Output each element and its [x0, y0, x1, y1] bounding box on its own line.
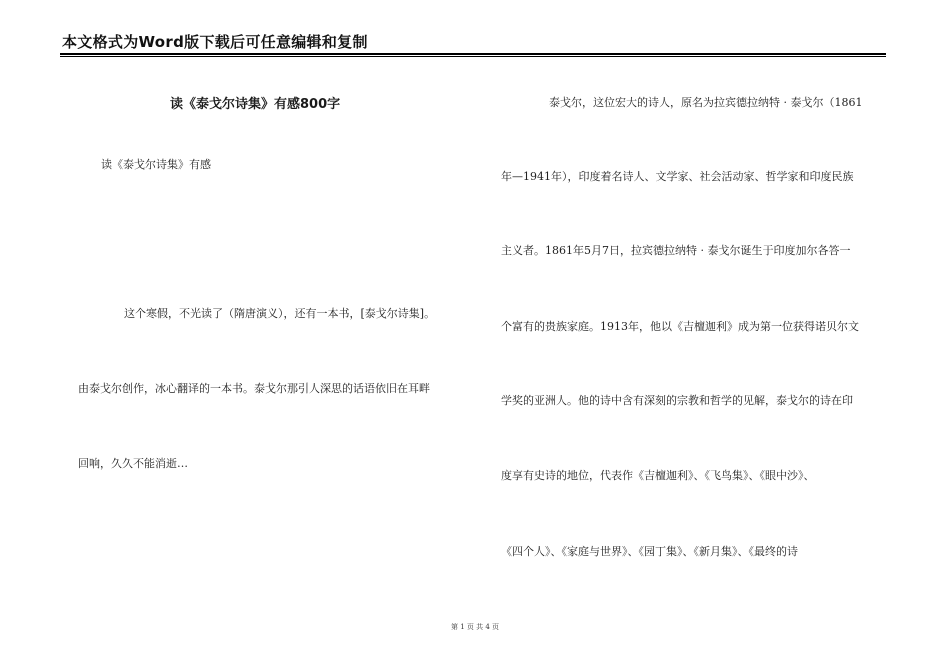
page-number: 第 1 页 共 4 页 — [450, 623, 500, 631]
paragraph-line: 泰戈尔，这位宏大的诗人，原名为拉宾德拉纳特 · 泰戈尔（1861 — [549, 96, 863, 109]
paragraph-line: 学奖的亚洲人。他的诗中含有深刻的宗教和哲学的见解，泰戈尔的诗在印 — [501, 394, 853, 407]
header-divider — [60, 53, 886, 55]
document-title: 读《泰戈尔诗集》有感800字 — [170, 97, 341, 112]
paragraph-line: 主义者。1861年5月7日，拉宾德拉纳特 · 泰戈尔诞生于印度加尔各答一 — [501, 244, 851, 257]
paragraph-line: 回响，久久不能消逝… — [78, 457, 188, 470]
paragraph-line: 由泰戈尔创作，冰心翻译的一本书。泰戈尔那引人深思的话语依旧在耳畔 — [78, 382, 430, 395]
paragraph-line: 度享有史诗的地位，代表作《吉檀迦利》、《飞鸟集》、《眼中沙》、 — [501, 469, 815, 482]
paragraph-line: 这个寒假，不光读了（隋唐演义），还有一本书，[泰戈尔诗集]。 — [124, 307, 436, 320]
paragraph-line: 读《泰戈尔诗集》有感 — [101, 158, 211, 171]
paragraph-line: 年—1941年），印度着名诗人、文学家、社会活动家、哲学家和印度民族 — [501, 170, 854, 183]
paragraph-line: 个富有的贵族家庭。1913年，他以《吉檀迦利》成为第一位获得诺贝尔文 — [501, 320, 859, 333]
header-divider-thin — [60, 56, 886, 57]
paragraph-line: 《四个人》、《家庭与世界》、《园丁集》、《新月集》、《最终的诗 — [501, 545, 798, 558]
page-header: 本文格式为Word版下载后可任意编辑和复制 — [62, 33, 368, 51]
